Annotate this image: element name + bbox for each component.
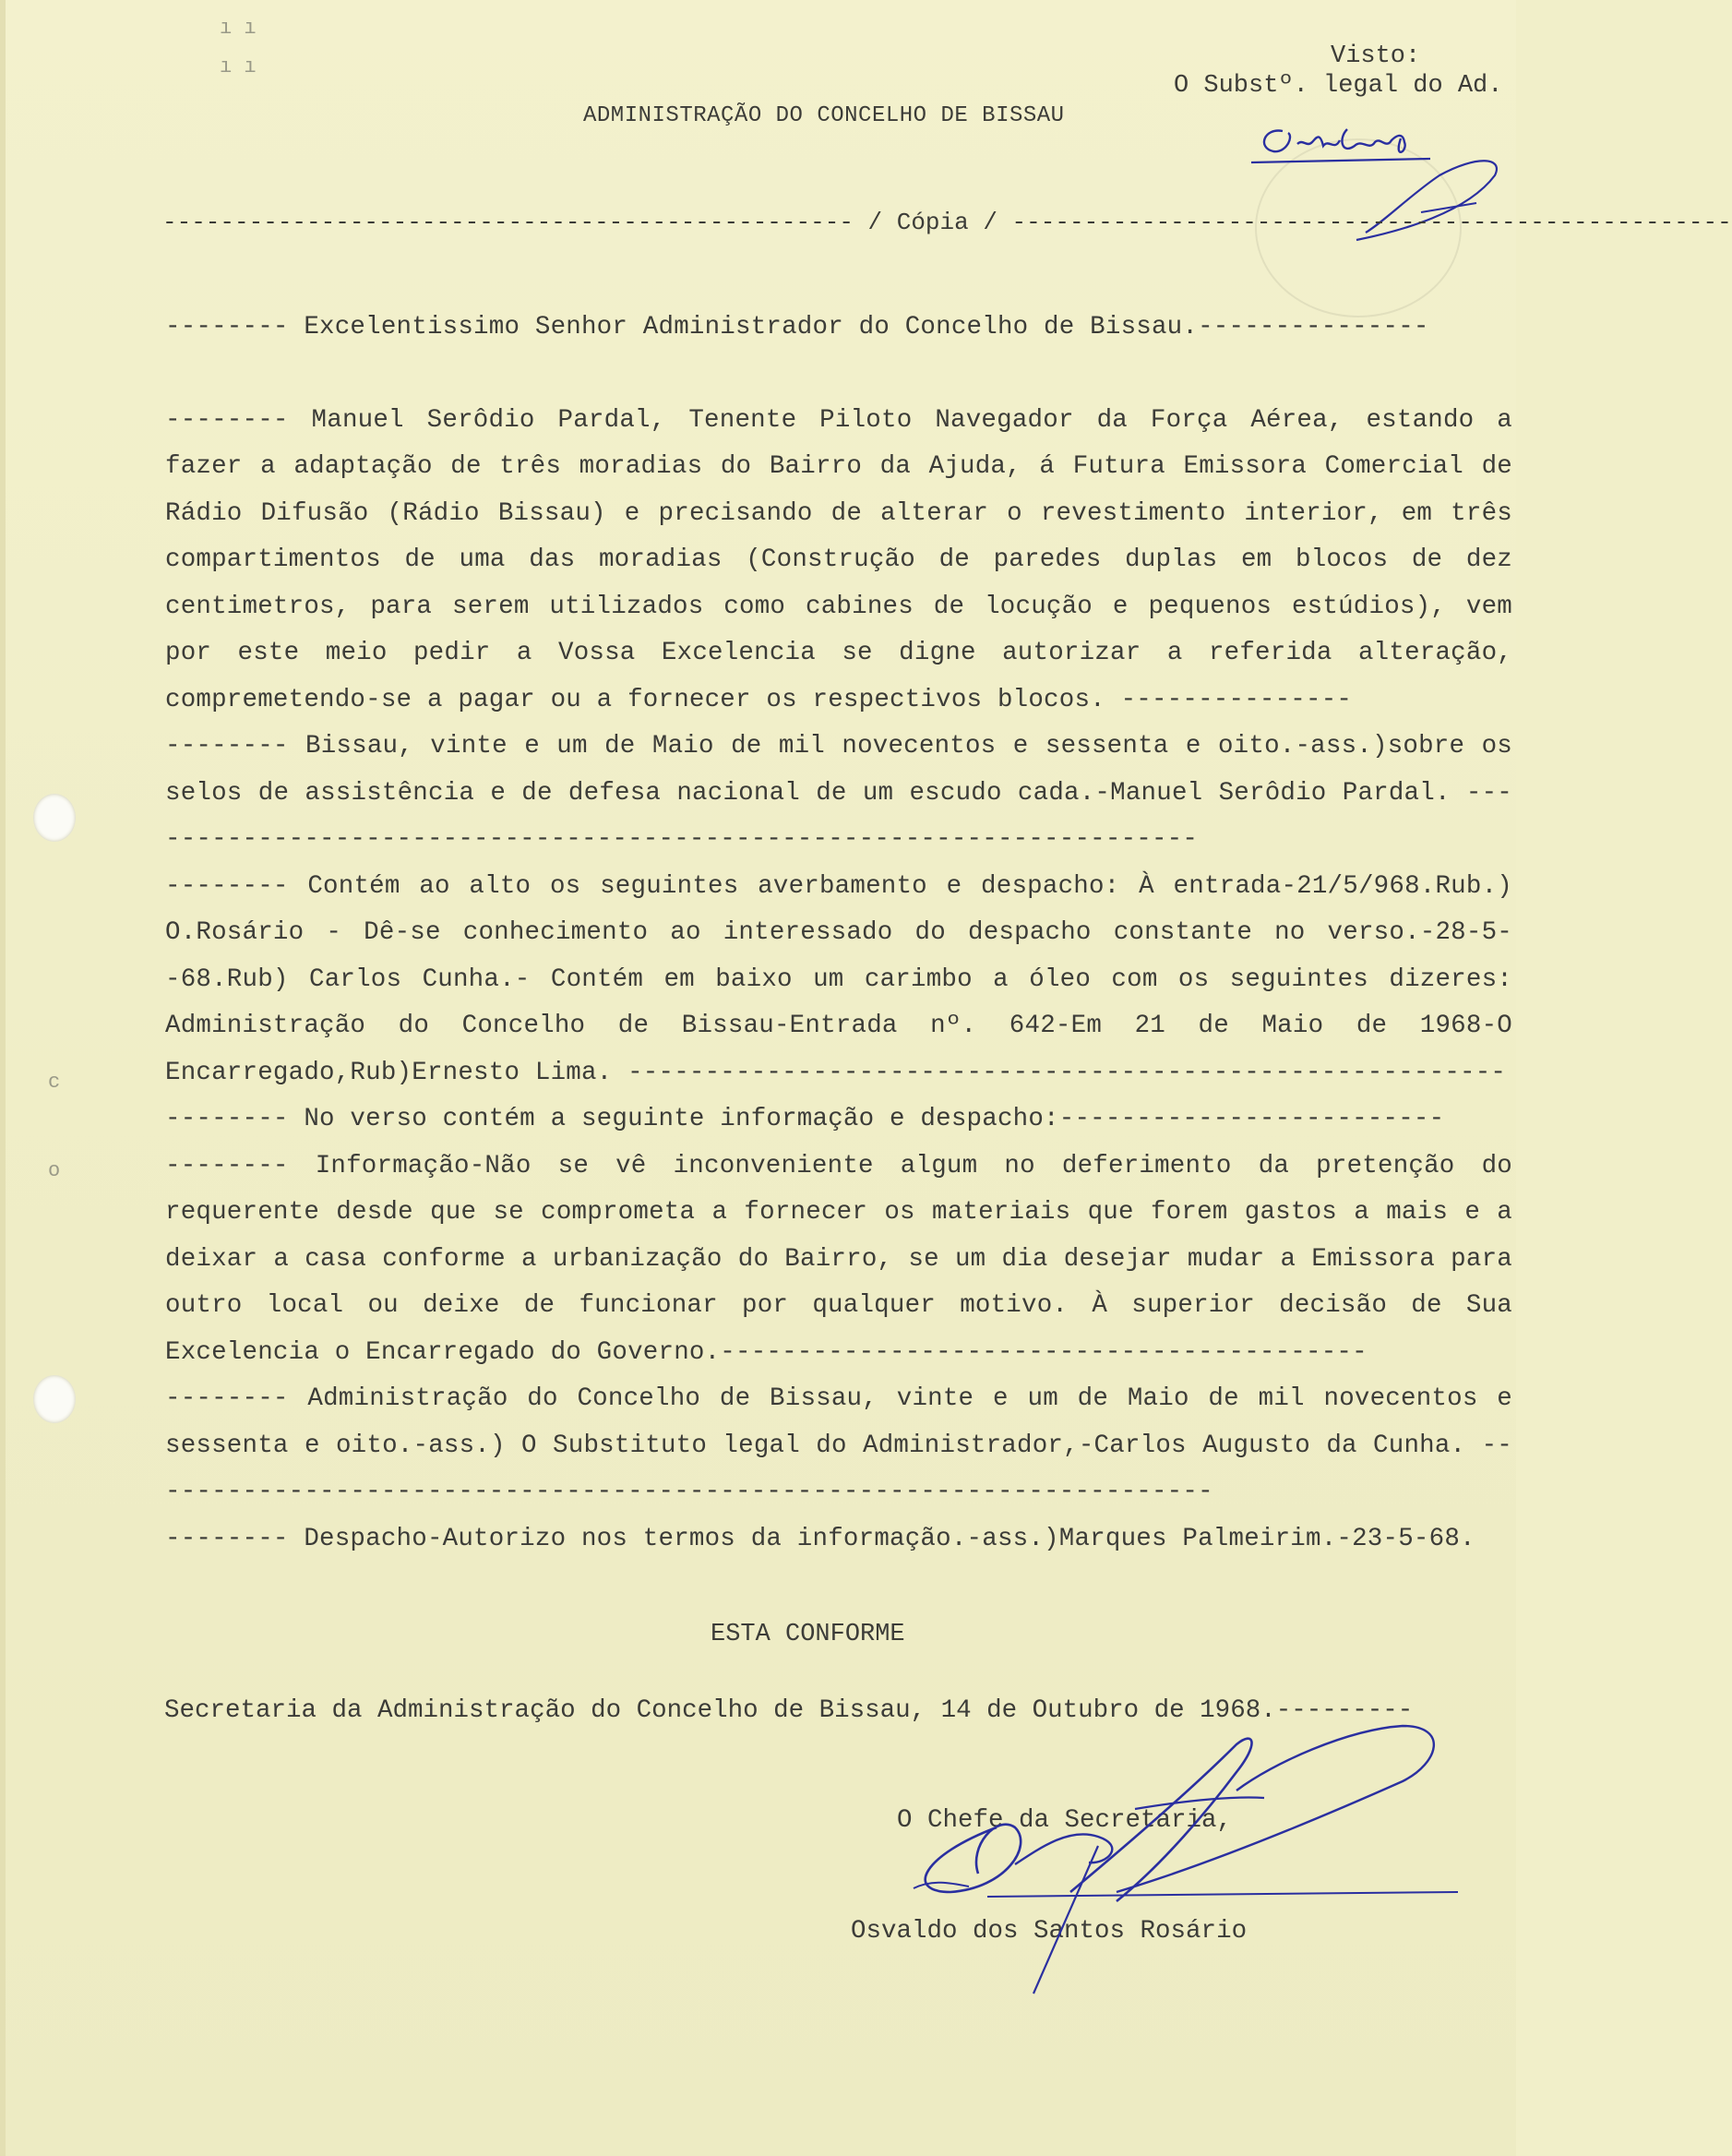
esta-conforme-heading: ESTA CONFORME [711,1621,905,1648]
document-title: ADMINISTRAÇÃO DO CONCELHO DE BISSAU [583,103,1065,128]
visto-substitute-label: O Substº. legal do Ad. [1174,72,1503,100]
request-paragraph: -------- Manuel Serôdio Pardal, Tenente Piloto Navegador da Força Aérea, estando a fazer a adaptação de três moradias do Bairro da Ajuda, á Futura Emissora Comercial de Rádio Difusão (Rádio Bissau) e precisando de alterar o revestimento interior, em três compartimentos de uma das moradias (Construção de paredes duplas em blocos de dez centimetros, para serem utilizados como cabines de locução e pequenos estúdios), vem por este meio pedir a Vossa Excelencia se digne autorizar a referida alteração, compremetendo-se a pagar ou a fornecer os respectivos blocos. --------------- [165,405,1528,714]
information-paragraph: -------- Informação-Não se vê inconveniente algum no deferimento da pretenção do requerente desde que se comprometa a fornecer os materiais que forem gastos a mais e a deixar a casa conforme a urbanização do Bairro, se um dia desejar mudar a Emissora para outro local ou deixe de funcionar por qualquer motivo. À superior decisão de Sua Excelencia o Encarregado do Governo.------------------------------------------ [165,1151,1528,1367]
paper-edge [0,0,6,2156]
paper-mark: c [48,1071,61,1094]
despacho-paragraph: -------- Despacho-Autorizo nos termos da informação.-ass.)Marques Palmeirim.-23-5-68. [165,1524,1475,1553]
secretaria-date-line: Secretaria da Administração do Concelho de Bissau, 14 de Outubro de 1968.--------- [164,1696,1414,1725]
annotation-paragraph: -------- Contém ao alto os seguintes averbamento e despacho: À entrada-21/5/968.Rub.) O.Rosário - Dê-se conhecimento ao interessado do despacho constante no verso.-28-5--68.Rub) Carlos Cunha.- Contém em baixo um carimbo a óleo com os seguintes dizeres: Administração do Concelho de Bissau-Entrada nº. 642-Em 21 de Maio de 1968-O Encarregado,Rub)Ernesto Lima. --------------------------------------------------------- [165,871,1528,1087]
administration-paragraph: -------- Administração do Concelho de Bissau, vinte e um de Maio de mil novecentos e sessenta e oito.-ass.) O Substituto legal do Administrador,-Carlos Augusto da Cunha. ---------------------------------------------------------------------- [165,1384,1528,1506]
punch-hole [33,794,76,842]
signatory-name: Osvaldo dos Santos Rosário [851,1917,1248,1946]
document-body [165,305,1528,1563]
verso-paragraph: -------- No verso contém a seguinte informação e despacho:------------------------- [165,1105,1445,1133]
chefe-signature [886,1707,1476,2003]
date-paragraph: -------- Bissau, vinte e um de Maio de mil novecentos e sessenta e oito.-ass.)sobre os selos de assistência e de defesa nacional de um escudo cada.-Manuel Serôdio Pardal. ---------------------------------------------------------------------- [165,732,1528,854]
chefe-label: O Chefe da Secretaria, [897,1806,1233,1835]
paper-mark: ı ı [220,17,257,40]
paper-mark: ı ı [220,55,257,78]
paper-mark: o [48,1159,61,1182]
copy-label: ------------------------------------------------ / Cópia / -------------------------------------------------- [162,209,1732,236]
punch-hole [33,1375,76,1423]
visto-label: Visto: [1331,42,1421,70]
salutation-paragraph: -------- Excelentissimo Senhor Administrador do Concelho de Bissau.--------------- [165,313,1429,341]
